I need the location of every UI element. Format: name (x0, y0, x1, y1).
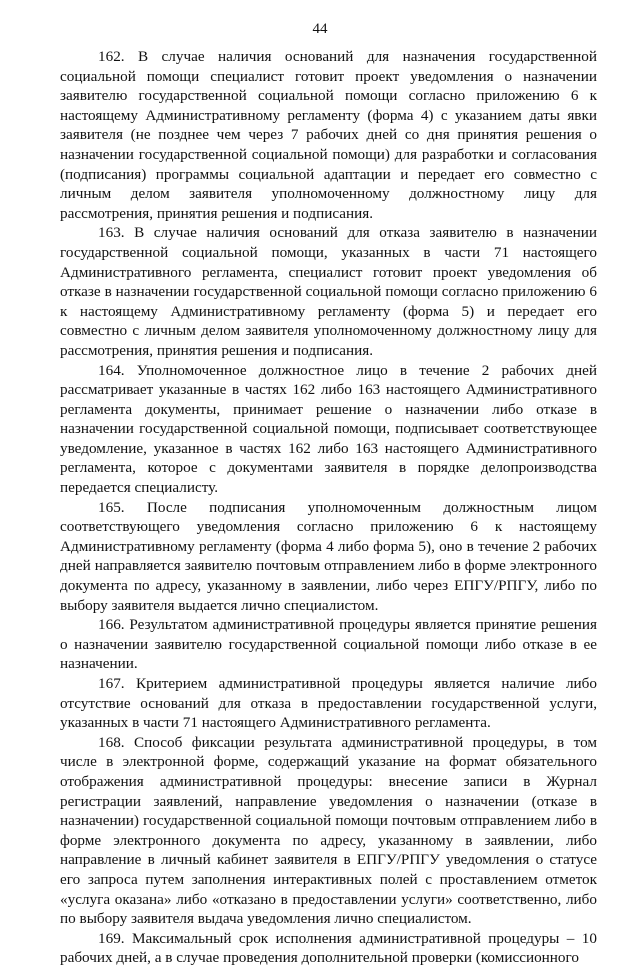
document-body (60, 47, 597, 968)
paragraph-165: 165. После подписания уполномоченным должностным лицом соответствующего уведомления согласно приложению 6 к настоящему Административному регламенту (форма 4 либо форма 5), оно в течение 2 рабочих дней направляется заявителю почтовым отправлением либо в форме электронного документа по адресу, указанному в заявлении, либо через ЕПГУ/РПГУ, либо по выбору заявителя выдается лично специалистом. (60, 498, 597, 614)
paragraph-163: 163. В случае наличия оснований для отказа заявителю в назначении государственной социальной помощи, указанных в части 71 настоящего Административного регламента, специалист готовит проект уведомления об отказе в назначении государственной социальной помощи согласно приложению 6 к настоящему Административному регламенту (форма 5) и передает его совместно с личным делом заявителя уполномоченному должностному лицу для рассмотрения, принятия решения и подписания. (60, 224, 597, 359)
paragraph-164: 164. Уполномоченное должностное лицо в течение 2 рабочих дней рассматривает указанные в частях 162 либо 163 настоящего Административного регламента документы, принимает решение о назначении либо отказе в назначении государственной социальной помощи, подписывает соответствующее уведомление, указанное в частях 162 либо 163 настоящего Административного регламента, которое с документами заявителя в порядке делопроизводства передается специалисту. (60, 361, 597, 497)
paragraph-168: 168. Способ фиксации результата административной процедуры, в том числе в электронной форме, содержащий указание на формат обязательного отображения административной процедуры: внесение записи в Журнал регистрации заявлений, направление уведомления о назначении (отказе в назначении) государственной социальной помощи почтовым отправлением либо в форме электронного документа по адресу, указанному в заявлении, либо направление в личный кабинет заявителя в ЕПГУ/РПГУ уведомления о статусе его запроса путем заполнения интерактивных полей с проставлением отметок «услуга оказана» либо «отказано в предоставлении услуги» соответственно, либо по выбору заявителя выдача уведомления лично специалистом. (60, 733, 597, 928)
page-number: 44 (312, 21, 328, 37)
paragraph-167: 167. Критерием административной процедуры является наличие либо отсутствие оснований для отказа в предоставлении государственной услуги, указанных в части 71 настоящего Административного регламента. (60, 675, 597, 732)
paragraph-166: 166. Результатом административной процедуры является принятие решения о назначении заявителю государственной социальной помощи либо отказе в ее назначении. (60, 616, 597, 673)
paragraph-162: 162. В случае наличия оснований для назначения государственной социальной помощи специалист готовит проект уведомления о назначении заявителю государственной социальной помощи согласно приложению 6 к настоящему Административному регламенту (форма 4) с указанием даты явки заявителя (не позднее чем через 7 рабочих дней со дня принятия решения о назначении государственной социальной помощи) для разработки и согласования (подписания) программы социальной адаптации и передает его совместно с личным делом заявителя уполномоченному должностному лицу для рассмотрения, принятия решения и подписания. (60, 48, 597, 222)
paragraph-169: 169. Максимальный срок исполнения административной процедуры – 10 рабочих дней, а в случае проведения дополнительной проверки (комиссионного (60, 929, 597, 967)
